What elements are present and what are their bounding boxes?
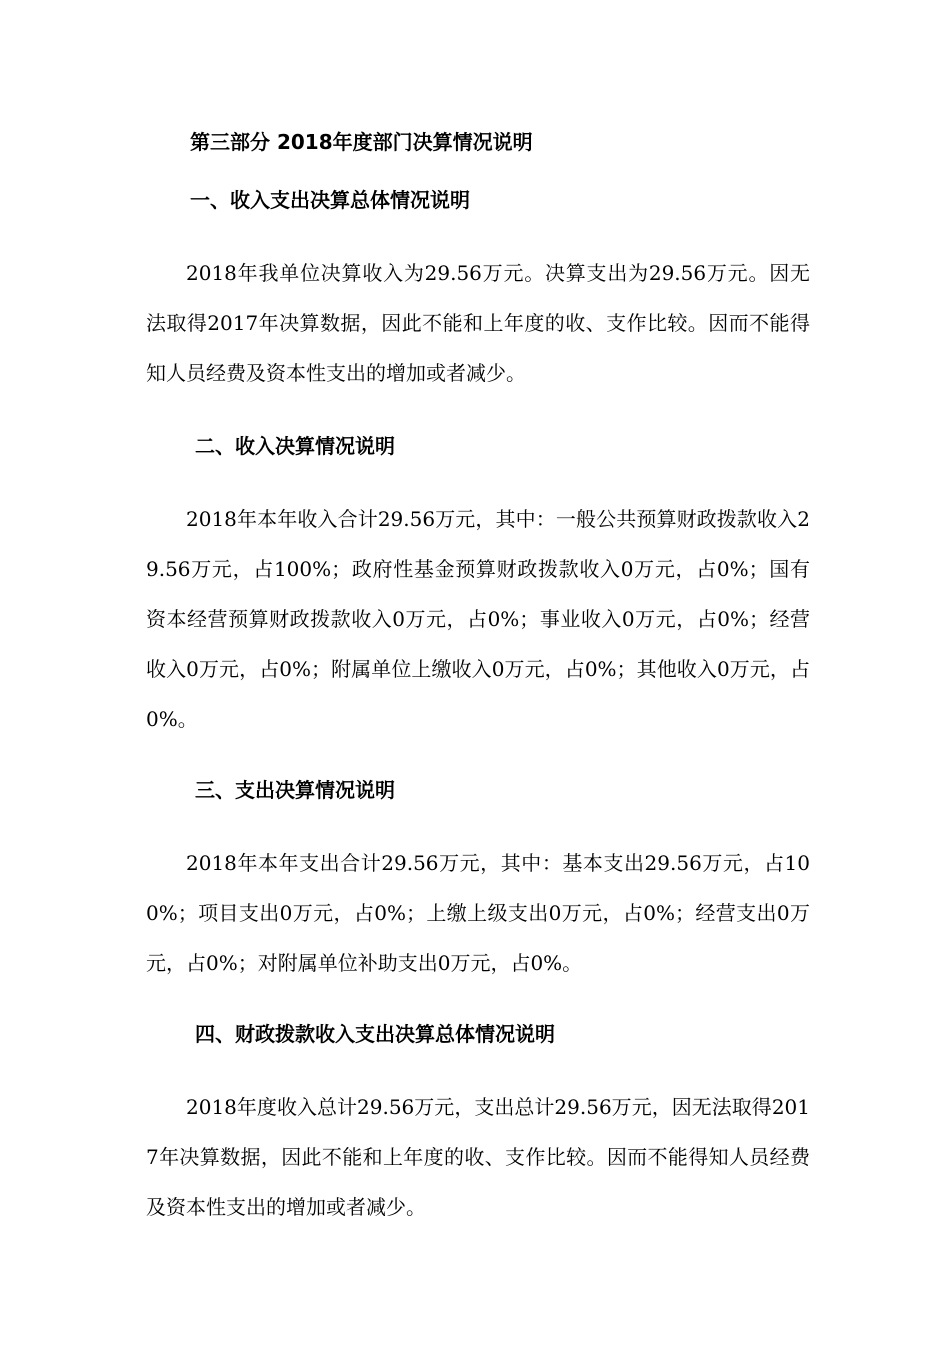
section-heading-fiscal-allocation: 四、财政拨款收入支出决算总体情况说明 xyxy=(195,1022,555,1046)
section-body-overall: 2018年我单位决算收入为29.56万元。决算支出为29.56万元。因无法取得2017年决算数据，因此不能和上年度的收、支作比较。因而不能得知人员经费及资本性支出的增加或者减少。 xyxy=(146,261,810,385)
section-body-income: 2018年本年收入合计29.56万元，其中：一般公共预算财政拨款收入29.56万元，占100%；政府性基金预算财政拨款收入0万元，占0%；国有资本经营预算财政拨款收入0万元，占0%；事业收入0万元，占0%；经营收入0万元，占0%；附属单位上缴收入0万元，占0%；其他收入0万元，占0%。 xyxy=(146,507,810,731)
section-body-expenditure: 2018年本年支出合计29.56万元，其中：基本支出29.56万元，占100%；项目支出0万元，占0%；上缴上级支出0万元，占0%；经营支出0万元，占0%；对附属单位补助支出0万元，占0%。 xyxy=(146,851,810,975)
page-title: 第三部分 2018年度部门决算情况说明 xyxy=(190,130,533,154)
section-heading-expenditure: 三、支出决算情况说明 xyxy=(195,778,395,802)
section-heading-overall: 一、收入支出决算总体情况说明 xyxy=(190,188,470,212)
section-heading-income: 二、收入决算情况说明 xyxy=(195,434,395,458)
section-body-fiscal-allocation: 2018年度收入总计29.56万元，支出总计29.56万元，因无法取得2017年决算数据，因此不能和上年度的收、支作比较。因而不能得知人员经费及资本性支出的增加或者减少。 xyxy=(146,1095,810,1219)
